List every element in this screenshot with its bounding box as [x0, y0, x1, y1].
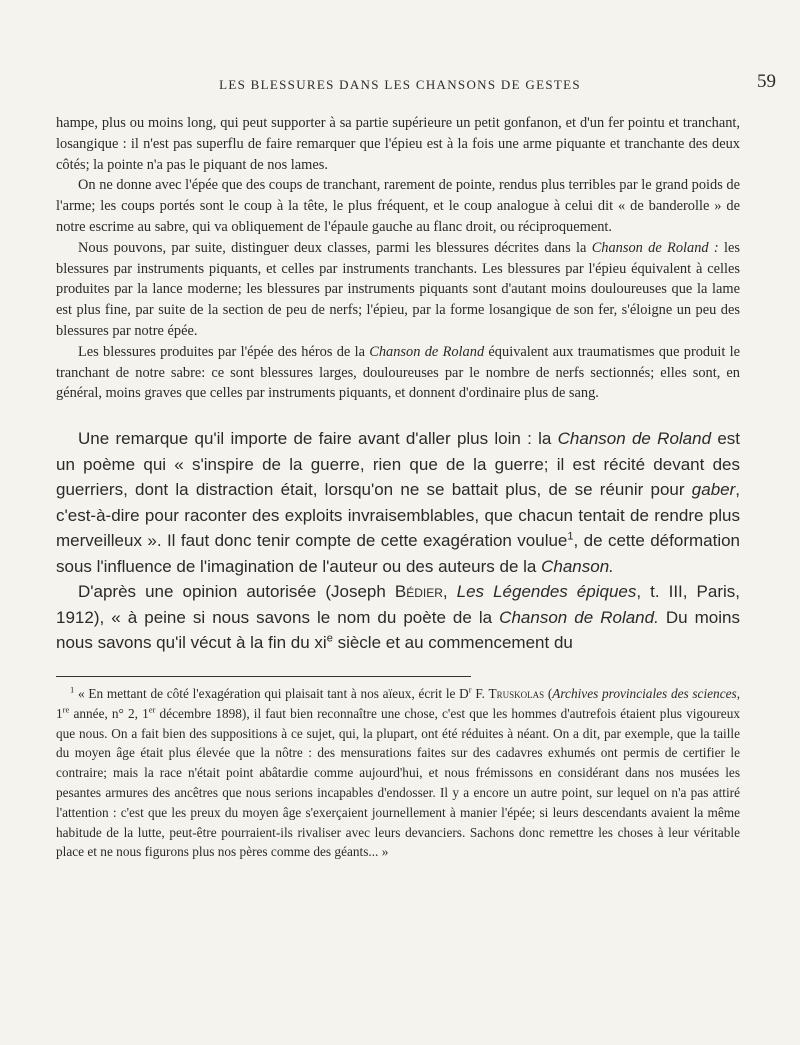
body-text-large [56, 426, 740, 656]
paragraph: Une remarque qu'il importe de faire avant d'aller plus loin : la Chanson de Roland est un poème qui « s'inspire de la guerre, rien que de la guerre; il est récité devant des guerriers, dont la distraction était, lorsqu'on ne se battait plus, de se réunir pour gaber, c'est-à-dire pour raconter des exploits invraisemblables, que chacun tentait de rendre plus merveilleux ». Il faut donc tenir compte de cette exagération voulue$^1$, de cette déformation sous l'influence de l'imagination de l'auteur ou des auteurs de la Chanson. [56, 429, 741, 576]
footnote-rule [56, 676, 471, 677]
page-number: 59 [757, 71, 776, 92]
footnote-marker: 1 [70, 684, 75, 695]
body-text-small [56, 113, 740, 404]
paragraph: Les blessures produites par l'épée des héros de la Chanson de Roland équivalent aux traumatismes que produit le tranchant de notre sabre: ce sont blessures larges, douloureuses par le nombre de nerfs sectionnés; elles sont, en général, moins graves que celles par instruments piquants, et donnent d'ordinaire plus de sang. [56, 343, 740, 402]
running-title: LES BLESSURES DANS LES CHANSONS DE GESTES [219, 77, 581, 92]
paragraph: Nous pouvons, par suite, distinguer deux classes, parmi les blessures décrites dans la Chanson de Roland : les blessures par instruments piquants, et celles par instruments tranchants. Les blessures par l'épieu équivalent à celles produites par la lance moderne; les blessures par instruments piquants sont d'autant moins douloureuses que la lame est plus fine, par suite de la section de peu de nerfs; l'épieu, par la forme losangique de son fer, s'éloigne un peu des blessures par notre épée. [56, 239, 740, 339]
paragraph: hampe, plus ou moins long, qui peut supporter à sa partie supérieure un petit gonfanon, et d'un fer pointu et tranchant, losangique : il n'est pas superflu de faire remarquer que l'épieu est à la fois une arme piquante et tranchante des deux côtés; la pointe n'a pas le piquant de nos lames. [56, 115, 740, 173]
footnote-reference: 1 [567, 530, 574, 543]
paragraph: On ne donne avec l'épée que des coups de tranchant, rarement de pointe, rendus plus terribles par le grand poids de l'arme; les coups portés sont le coup à la tête, le plus fréquent, et le coup analogue à celui dit « de banderolle » de notre escrime au sabre, qui va obliquement de l'épaule gauche au flanc droit, ou réciproquement. [56, 177, 740, 235]
paragraph: D'après une opinion autorisée (Joseph Bédier, Les Légendes épiques, t. III, Paris, 1912), « à peine si nous savons le nom du poète de la Chanson de Roland. Du moins nous savons qu'il vécut à la fin du $xi^e$ siècle et au commencement du [56, 582, 740, 652]
footnote: $^1$ « En mettant de côté l'exagération qui plaisait tant à nos aïeux, écrit le $D^r$ F. Truskolas (Archives provinciales des sciences, 1re année, n° 2, 1er décembre 1898), il faut bien reconnaître une chose, c'est que les hommes d'autrefois étaient plus vigoureux que nous. On a fait bien des suppositions à ce sujet, qui, la plupart, ont été réduites à néant. On a dit, par exemple, que la taille du moyen âge était plus élevée que la nôtre : des mensurations faites sur des cadavres exhumés ont permis de certifier le contraire; mais la race n'était point abâtardie comme aujourd'hui, et nous frémissons en considérant dans nos musées les pesantes armures des ancêtres que nous serions incapables d'endosser. Il y a encore un autre point, sur lequel on n'a pas attiré l'attention : c'est que les preux du moyen âge s'exerçaient journellement à manier l'épée; si leurs descendants avaient la même habitude de la lutte, peut-être pourraient-ils rivaliser avec leurs devanciers. Sachons donc remettre les choses à leur véritable place et ne nous figurons plus nos pères comme des géants... » [56, 684, 741, 860]
